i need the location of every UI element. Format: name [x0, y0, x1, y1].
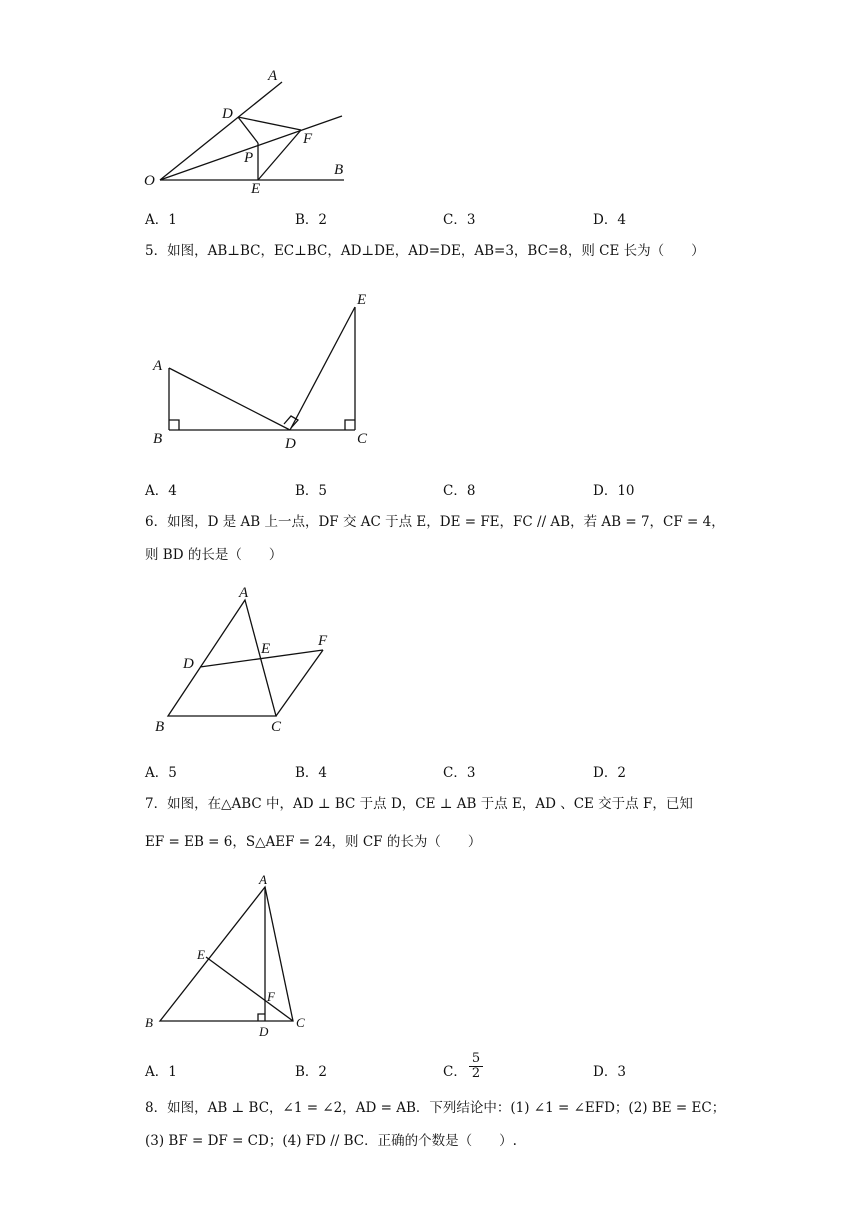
q6-line2: 则 BD 的长是（ ） — [145, 547, 283, 563]
q4-option-d: D．4 — [593, 212, 626, 228]
q6-line1: 6．如图，D 是 AB 上一点，DF 交 AC 于点 E，DE = FE，FC // AB，若 AB = 7，CF = 4， — [145, 514, 725, 530]
label-A: A — [268, 68, 278, 84]
label-F: F — [267, 989, 275, 1004]
label-D: D — [183, 656, 194, 672]
q7-line2: EF = EB = 6，S△AEF = 24，则 CF 的长为（ ） — [145, 834, 482, 850]
label-E: E — [357, 292, 367, 308]
label-C: C — [296, 1015, 305, 1030]
q5-option-a: A．4 — [145, 483, 177, 499]
q4-option-b: B．2 — [295, 212, 328, 228]
q6-option-d: D．2 — [593, 765, 626, 781]
label-A: A — [259, 872, 267, 887]
label-A: A — [239, 585, 249, 601]
label-D: D — [222, 106, 233, 122]
fraction-denominator: 2 — [471, 1066, 481, 1081]
q6-option-b: B．4 — [295, 765, 328, 781]
q5-text: 5．如图，AB⊥BC，EC⊥BC，AD⊥DE，AD=DE，AB=3，BC=8，则 CE 长为（ ） — [145, 243, 705, 259]
label-E: E — [251, 181, 261, 197]
label-E: E — [261, 641, 271, 657]
q6-option-c: C．3 — [443, 765, 476, 781]
label-F: F — [303, 131, 313, 147]
q7-option-a: A．1 — [145, 1064, 177, 1080]
label-D: D — [259, 1024, 269, 1039]
q8-line1: 8．如图，AB ⊥ BC，∠1 = ∠2，AD = AB．下列结论中：(1) ∠1 = ∠EFD；(2) BE = EC； — [145, 1100, 726, 1116]
label-C: C — [357, 431, 368, 447]
label-B: B — [145, 1015, 153, 1030]
q6-option-a: A．5 — [145, 765, 177, 781]
q7-option-d: D．3 — [593, 1064, 626, 1080]
q4-option-a: A．1 — [145, 212, 177, 228]
label-A: A — [153, 358, 163, 374]
q7-option-c: C． — [443, 1064, 467, 1080]
q7-option-c-fraction — [469, 1052, 483, 1081]
q5-option-d: D．10 — [593, 483, 635, 499]
label-O: O — [144, 173, 155, 189]
label-C: C — [271, 719, 282, 735]
q7-line1: 7．如图，在△ABC 中，AD ⊥ BC 于点 D，CE ⊥ AB 于点 E，AD 、CE 交于点 F，已知 — [145, 796, 693, 812]
q4-option-c: C．3 — [443, 212, 476, 228]
label-B: B — [153, 431, 163, 447]
q5-option-c: C．8 — [443, 483, 476, 499]
label-P: P — [244, 150, 254, 166]
q7-option-b: B．2 — [295, 1064, 328, 1080]
label-B: B — [155, 719, 165, 735]
label-F: F — [318, 633, 328, 649]
label-E: E — [197, 947, 205, 962]
label-B: B — [334, 162, 344, 178]
q5-option-b: B．5 — [295, 483, 328, 499]
fraction-numerator: 5 — [469, 1052, 483, 1067]
q8-line2: (3) BF = DF = CD；(4) FD // BC．正确的个数是（ ）. — [145, 1133, 517, 1149]
label-D: D — [285, 436, 296, 452]
